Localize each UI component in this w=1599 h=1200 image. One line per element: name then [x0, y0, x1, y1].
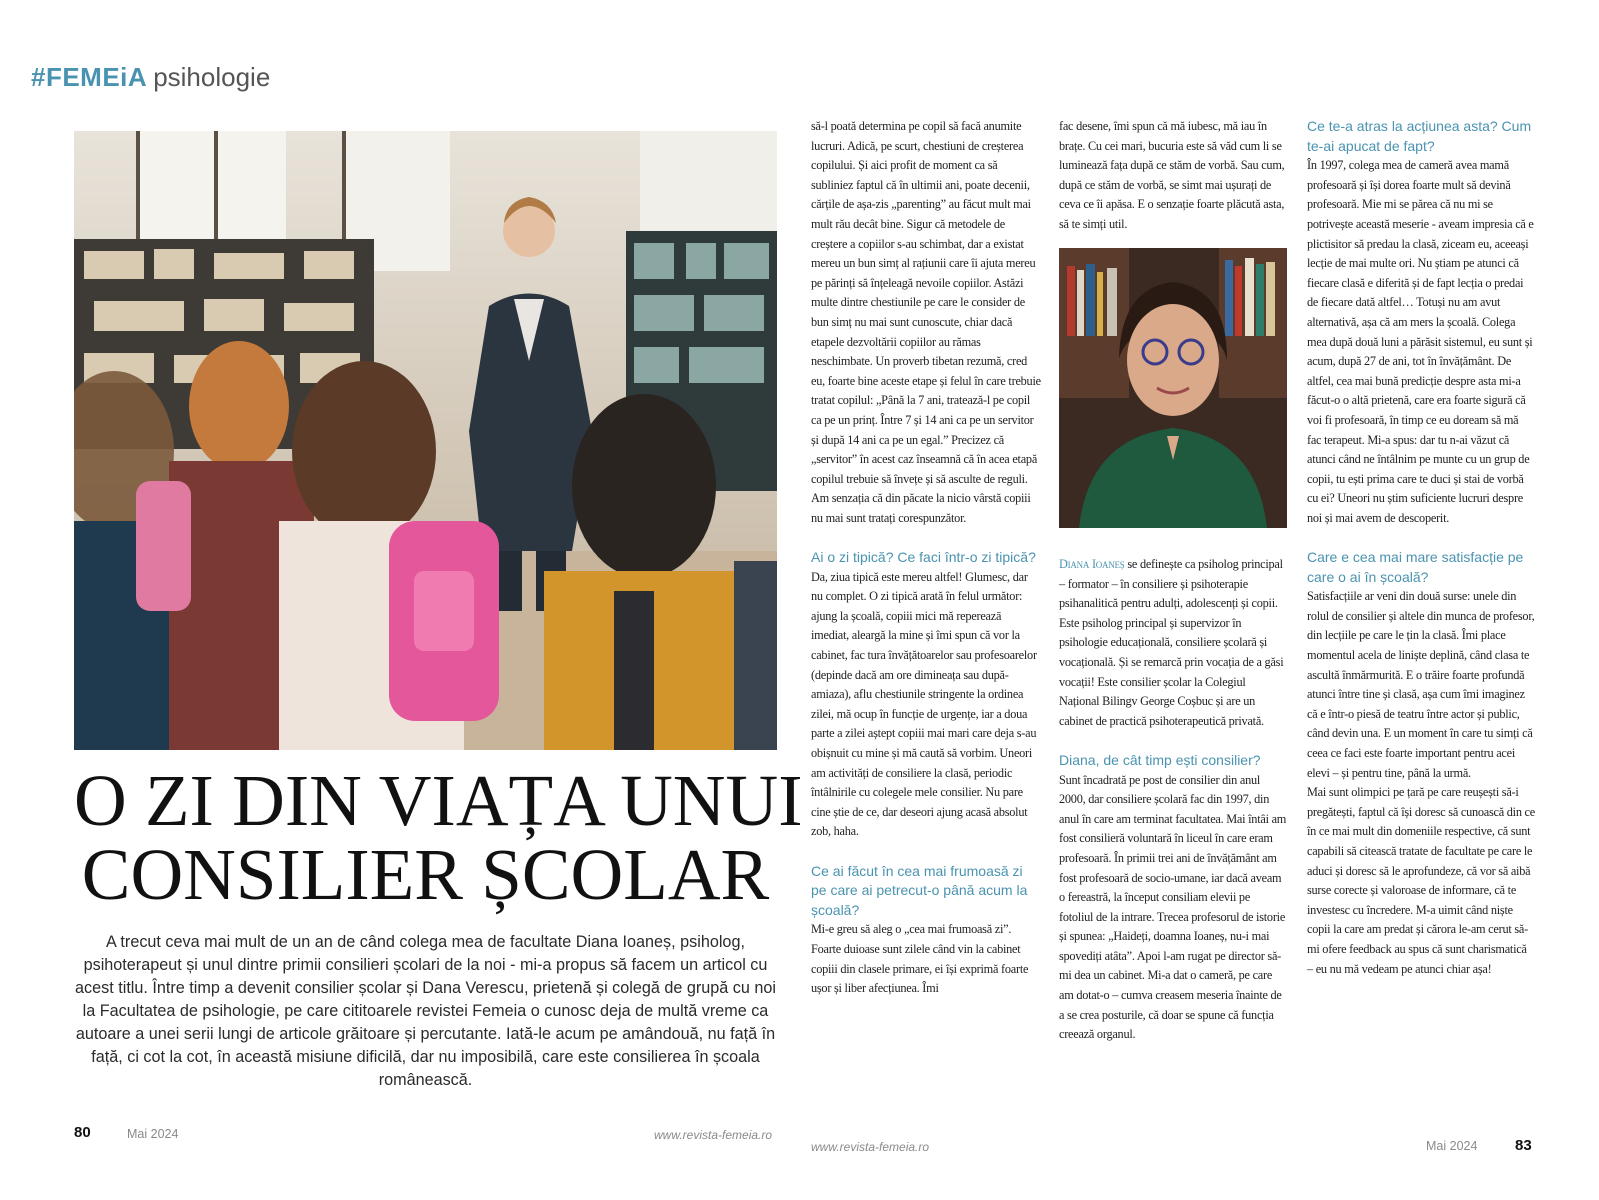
- hero-photo: [74, 131, 777, 750]
- title-line-2: CONSILIER ȘCOLAR: [81, 834, 770, 915]
- col1-paragraph-2: Da, ziua tipică este mereu altfel! Glumesc, dar nu complet. O zi tipică arată în felul următor: ajung la școală, copiii mici mă repereazā imediat, aleargă la mine și îmi spun că vor la cabinet, fac tura învățătoarelor sau profesoarelor (depinde dacă am ore dimineața sau după-amiaza), aflu chestiunile stringente la ordinea zilei, mă ocup în funcție de urgențe, iar a doua parte a zilei aștept copiii mai mari care deja s-au obișnuit cu mine și mă caută să vorbim. Uneori am activități de consiliere la clasă, periodic întâlnirile cu colegele mele consilier. Nu pare cine știe de ce, dar deseori ajung acasă absolut zob, haha.: [811, 569, 1037, 839]
- col3-question-satisfaction: Care e cea mai mare satisfacție pe care o ai în școală?: [1307, 549, 1524, 585]
- col3-paragraph-3: Mai sunt olimpici pe țară pe care reușești să-i pregătești, faptul că își doresc să cunoască din ce în ce mai mult din domeniile respective, că sunt capabili să citească tratate de facultate pe care le aduci și doresc să le aprofundeze, că vor să aibă surse corecte și valoroase de informare, că te investesc cu încredere. M-a uimit când niște copii la care am predat și cărora le-am cerut să-mi ofere feedback au spus că sunt charismatică – eu nu mă vedeam pe atunci chiar așa!: [1307, 785, 1535, 976]
- page-number-left: 80: [74, 1124, 91, 1141]
- text-column-1: [811, 117, 1041, 999]
- bio-name: Diana Ioaneș: [1059, 557, 1125, 571]
- text-column-2: [1059, 117, 1287, 235]
- col3-question-attraction: Ce te-a atras la acțiunea asta? Cum te-ai apucat de fapt?: [1307, 118, 1532, 154]
- text-column-2-bio: [1059, 555, 1287, 1045]
- magazine-tag: #FEMEiA: [31, 62, 148, 92]
- section-name: psihologie: [153, 62, 271, 92]
- bio-paragraph: [1059, 555, 1287, 731]
- col3-paragraph-2: Satisfacțiile ar veni din două surse: unele din rolul de consilier și altele din munca de profesor, din lecțiile pe care le țin la clasă. Îmi place momentul acela de liniște deplină, când clasa te ascultă înmărmurită. E o trăire foarte profundă atunci între tine și clasă, așa cum îmi imaginez că e într-o piesă de teatru între actor și public, când devin una. E un moment în care tu simți că ceea ce faci este foarte important pentru acei elevi – și pentru tine, până la urmă.: [1307, 589, 1535, 780]
- article-lead: A trecut ceva mai mult de un an de când colega mea de facultate Diana Ioaneș, psiholog, psihoterapeut și unul dintre primii consilieri școlari de la noi - mi-a propus să facem un articol cu acest titlu. Între timp a devenit consilier școlar și Dana Verescu, prietenă și colegă de grupă cu noi la Facultatea de psihologie, pe care cititoarele revistei Femeia o cunosc deja de multă vreme ca autoare a unei serii lungi de articole grăitoare și percutante. Iată-le acum pe amândouă, nu față în față, ci cot la cot, în această misiune dificilă, dar nu imposibilă, care este consilierea în școala românească.: [75, 933, 776, 1089]
- bio-text: se definește ca psiholog principal – formator – în consiliere și psihoterapie psihanalitică pentru adulți, adolescenți și copii. Este psiholog principal și supervizor în psihologie educațională, consiliere școlară și vocațională. Și se remarcă prin vocația de a găsi vocații! Este consilier școlar la Colegiul Național Bilingv George Coșbuc și are un cabinet de practică psihoterapeutică privată.: [1059, 557, 1284, 728]
- text-column-3: [1307, 117, 1535, 979]
- col2-paragraph-2: Sunt încadrată pe post de consilier din anul 2000, dar consiliere școlară fac din 1997, din anul în care am terminat facultatea. Mai întâi am fost consilieră voluntară în liceul în care eram profesoară. În primii trei ani de învățământ am fost profesoară de socio-umane, iar dacă aveam o fereastră, la început consiliam elevii pe fotoliul de la intrare. Trecea profesorul de istorie și spunea: „Haideți, doamna Ioaneș, nu-i mai spovediți atâta”. Apoi l-am rugat pe director să-mi dea un cabinet. Mi-a dat o cameră, pe care am dotat-o – cumva creasem meseria înainte de a se crea posturile, că doar se spune că funcția creează organul.: [1059, 772, 1287, 1042]
- website-right: www.revista-femeia.ro: [811, 1140, 930, 1154]
- portrait-photo: [1059, 248, 1287, 528]
- col3-paragraph-1: În 1997, colega mea de cameră avea mamă profesoară și își dorea foarte mult să devină profesoară. Mie mi se părea că nu mi se potrivește această meserie - aveam impresia că e plictisitor să predau la clasă, ziceam eu, aceeași lecție de mai multe ori. Nu știam pe atunci că fiecare clasă e diferită și de fapt lecția o predai de fiecare dată altfel… Totuși nu am avut alternativă, așa că am mers la școală. Colega mea după două luni a părăsit sistemul, eu sunt și acum, după 27 de ani, tot în învățământ. De altfel, cea mai bună predicție despre asta mi-a făcut-o o altă prietenă, care era foarte sigură că voi fi profesoară, în timp ce eu doream să mă fac terapeut. Mi-a spus: dar tu n-ai văzut că atunci când ne întâlnim pe munte cu un grup de copii, tu ești prima care te duci și stai de vorbă cu ei? Uneori nu știm suficiente lucruri despre noi și mai avem de descoperit.: [1307, 158, 1534, 525]
- col1-paragraph-1: să-l poată determina pe copil să facă anumite lucruri. Adică, pe scurt, chestiuni de creșterea copilului. Și aici profit de moment ca să subliniez faptul că în ultimii ani, poate decenii, cărțile de așa-zis „parenting” au făcut mult mai mult rău decât bine. Sigur că metodele de creștere a copiilor s-au schimbat, dar a existat mereu un bun simț al rațiunii care îi ajuta mereu pe părinți să înțeleagă nevoile copiilor. Astăzi multe dintre chestiunile pe care le consider de bun simț nu mai sunt cunoscute, chiar dacă etapele dezvoltării copiilor au rămas neschimbate. Un proverb tibetan rezumă, cred eu, foarte bine aceste etape și felul în care trebuie tratat copilul: „Până la 7 ani, tratează-l pe copil ca pe un prinț. Între 7 și 14 ani ca pe un servitor și după 14 ani ca pe un egal.” Precizez că „servitor” în acest caz înseamnă că în acea etapă copilul trebuie să învețe și să asculte de reguli. Am senzația că din păcate la nicio vârstă copiii nu mai sunt tratați corespunzător.: [811, 119, 1041, 525]
- page-number-right: 83: [1515, 1137, 1532, 1154]
- col2-question-how-long: Diana, de cât timp ești consilier?: [1059, 751, 1261, 768]
- col1-paragraph-3: Mi-e greu să aleg o „cea mai frumoasă zi”. Foarte duioase sunt zilele când vin la cabinet copiii din clasele primare, ei își exprimă foarte ușor și liber afecțiunea. Îmi: [811, 922, 1029, 996]
- article-title: [74, 760, 803, 915]
- section-header: [31, 62, 270, 93]
- website-left: www.revista-femeia.ro: [654, 1128, 773, 1142]
- col1-question-typical-day: Ai o zi tipică? Ce faci într-o zi tipică?: [811, 549, 1036, 566]
- col2-paragraph-1: fac desene, îmi spun că mă iubesc, mă iau în brațe. Cu cei mari, bucuria este să văd cum li se luminează fața după ce stăm de vorbă. Sau cum, după ce stăm de vorbă, se simt mai ușurați de ceva ce îi apăsa. E o senzație foarte plăcută asta, să te simți util.: [1059, 119, 1285, 231]
- issue-date-right: Mai 2024: [1426, 1139, 1478, 1153]
- issue-date-left: Mai 2024: [127, 1127, 179, 1141]
- title-line-1: O ZI DIN VIAȚA UNUI: [74, 760, 803, 841]
- col1-question-best-day: Ce ai făcut în cea mai frumoasă zi pe care ai petrecut-o până acum la școală?: [811, 862, 1028, 918]
